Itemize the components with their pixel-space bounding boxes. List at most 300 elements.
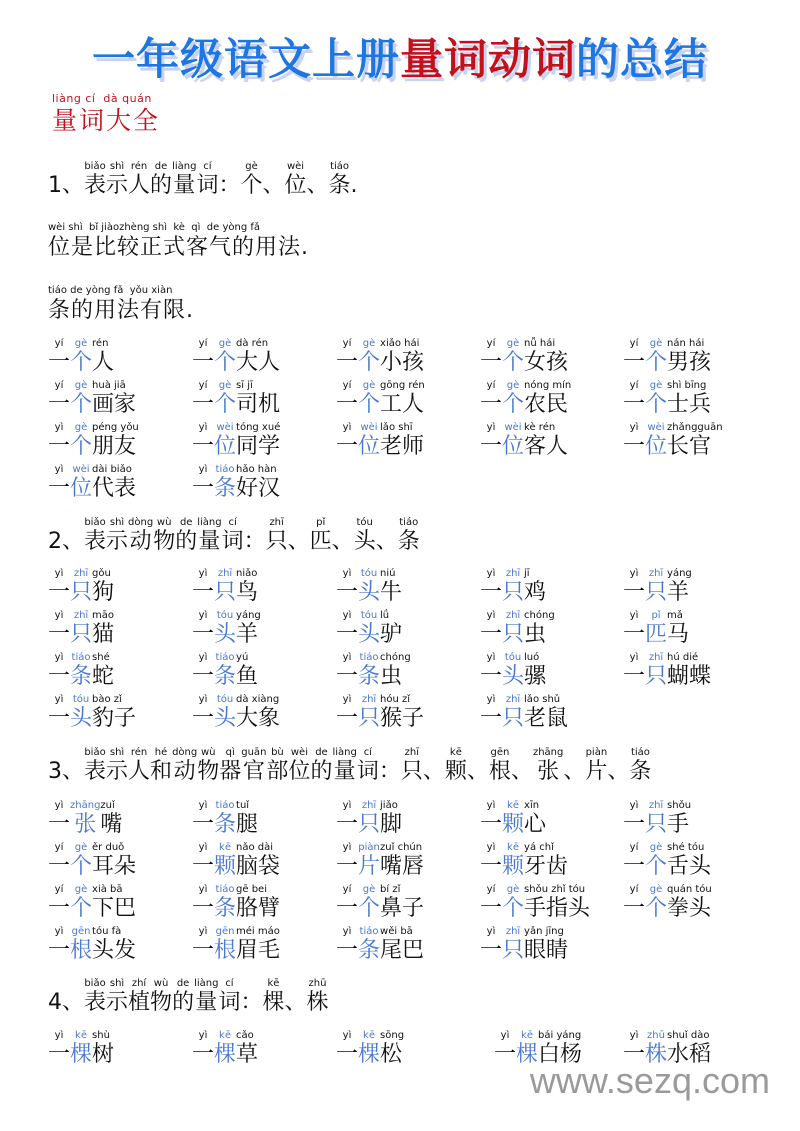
numeral bbox=[336, 925, 358, 964]
heading-char bbox=[128, 160, 150, 199]
heading-char bbox=[511, 746, 533, 785]
measure-word bbox=[70, 651, 92, 690]
measure-word-example bbox=[336, 337, 424, 376]
measure-word-hanzi: 张 bbox=[74, 812, 97, 837]
numeral-pinyin: yì bbox=[54, 652, 64, 663]
example-row bbox=[48, 651, 788, 691]
numeral-hanzi: 一 bbox=[336, 350, 359, 375]
numeral-hanzi: 一 bbox=[48, 664, 71, 689]
numeral bbox=[192, 693, 214, 732]
heading-char-pinyin: de bbox=[315, 747, 328, 758]
measure-word-hanzi: 个 bbox=[214, 392, 237, 417]
noun-hanzi: 同学 bbox=[236, 434, 281, 459]
heading-char-pinyin bbox=[228, 160, 231, 173]
numeral-hanzi: 一 bbox=[48, 812, 71, 837]
numeral-hanzi: 一 bbox=[623, 896, 646, 921]
heading-char bbox=[467, 746, 489, 785]
noun bbox=[380, 883, 424, 922]
measure-word-example bbox=[48, 925, 136, 964]
noun bbox=[380, 379, 425, 418]
measure-word-example bbox=[480, 651, 546, 690]
numeral bbox=[623, 841, 645, 880]
numeral bbox=[192, 651, 214, 690]
noun bbox=[236, 925, 280, 964]
noun-hanzi: 猴子 bbox=[380, 706, 425, 731]
heading-char-pinyin bbox=[341, 516, 344, 529]
numeral-pinyin: yì bbox=[198, 464, 208, 475]
measure-word-pinyin: zhī bbox=[505, 568, 521, 579]
measure-word-example bbox=[48, 379, 136, 418]
numeral-pinyin: yì bbox=[629, 1030, 639, 1041]
noun bbox=[667, 799, 691, 838]
noun-pinyin: nán hái bbox=[667, 338, 705, 349]
noun bbox=[380, 651, 411, 690]
noun-hanzi: 心 bbox=[524, 812, 547, 837]
noun-hanzi: 羊 bbox=[236, 622, 259, 647]
measure-word-hanzi: 个 bbox=[502, 350, 525, 375]
heading-char-hanzi: 、 bbox=[331, 529, 354, 554]
measure-word bbox=[70, 925, 92, 964]
watermark: www.sezq.com bbox=[529, 1060, 770, 1101]
heading-char-pinyin: zhí bbox=[131, 978, 147, 989]
noun-hanzi: 虫 bbox=[524, 622, 547, 647]
measure-word bbox=[502, 337, 524, 376]
measure-word-pinyin: gè bbox=[74, 338, 88, 349]
section-3-heading bbox=[48, 746, 651, 785]
noun-hanzi: 鸡 bbox=[524, 580, 547, 605]
heading-char bbox=[106, 746, 128, 785]
noun-pinyin: zuǐ chún bbox=[380, 842, 423, 853]
heading-char-pinyin: wèi bbox=[290, 747, 308, 758]
measure-word-hanzi: 个 bbox=[502, 392, 525, 417]
example-row bbox=[48, 463, 788, 503]
heading-char bbox=[307, 977, 329, 1016]
numeral bbox=[480, 799, 502, 838]
measure-word bbox=[645, 567, 667, 606]
numeral-hanzi: 一 bbox=[623, 434, 646, 459]
noun bbox=[92, 693, 136, 732]
noun bbox=[92, 883, 136, 922]
numeral-pinyin: yì bbox=[342, 694, 352, 705]
measure-word-hanzi: 株 bbox=[645, 1042, 668, 1067]
measure-word bbox=[70, 841, 92, 880]
heading-char-pinyin: piàn bbox=[585, 747, 608, 758]
numeral-pinyin: yì bbox=[342, 422, 352, 433]
noun-hanzi: 长官 bbox=[667, 434, 712, 459]
measure-word-example bbox=[192, 421, 280, 460]
measure-word-pinyin: zhū bbox=[647, 1030, 665, 1041]
measure-word-hanzi: 棵 bbox=[214, 1042, 237, 1067]
measure-word-pinyin: tiáo bbox=[71, 652, 91, 663]
noun bbox=[92, 841, 136, 880]
numeral-pinyin: yí bbox=[629, 884, 639, 895]
measure-word-hanzi: 头 bbox=[214, 706, 237, 731]
example-row bbox=[48, 841, 788, 881]
heading-char bbox=[128, 977, 150, 1016]
measure-word-hanzi: 只 bbox=[214, 580, 237, 605]
measure-word-pinyin: pǐ bbox=[651, 610, 661, 621]
numeral-pinyin: yì bbox=[54, 568, 64, 579]
numeral bbox=[192, 883, 214, 922]
noun bbox=[236, 463, 280, 502]
measure-word-pinyin: tóu bbox=[504, 652, 522, 663]
numeral-pinyin: yì bbox=[198, 652, 208, 663]
measure-word-hanzi: 条 bbox=[358, 664, 381, 689]
heading-char bbox=[172, 977, 194, 1016]
measure-word-example bbox=[336, 651, 411, 690]
example-row bbox=[48, 693, 788, 733]
heading-char-pinyin bbox=[250, 977, 253, 990]
measure-word-example bbox=[336, 799, 402, 838]
heading-char-pinyin bbox=[520, 746, 523, 759]
heading-char-hanzi: 、 bbox=[284, 990, 307, 1015]
measure-word-pinyin: wèi bbox=[360, 422, 378, 433]
numeral-pinyin: yì bbox=[54, 926, 64, 937]
heading-char-pinyin: shì bbox=[109, 978, 125, 989]
measure-word-hanzi: 条 bbox=[214, 812, 237, 837]
heading-char bbox=[285, 977, 307, 1016]
heading-char bbox=[563, 746, 585, 785]
heading-char-hanzi: 示 bbox=[106, 759, 129, 784]
measure-word-hanzi: 个 bbox=[645, 854, 668, 879]
numeral bbox=[623, 379, 645, 418]
measure-word-example bbox=[192, 337, 280, 376]
heading-char-pinyin: kē bbox=[267, 978, 280, 989]
heading-char bbox=[607, 746, 629, 785]
measure-word-hanzi: 位 bbox=[70, 476, 93, 501]
heading-char-pinyin: wù bbox=[200, 747, 216, 758]
noun-hanzi: 耳朵 bbox=[92, 854, 137, 879]
noun-pinyin: mǎ bbox=[667, 610, 683, 621]
numeral-hanzi: 一 bbox=[336, 812, 359, 837]
numeral-hanzi: 一 bbox=[336, 434, 359, 459]
noun-hanzi: 手指头 bbox=[524, 896, 591, 921]
measure-word bbox=[70, 337, 92, 376]
heading-char-pinyin: liàng bbox=[194, 978, 219, 989]
noun-pinyin: shì bīng bbox=[667, 380, 707, 391]
measure-word-hanzi: 只 bbox=[70, 622, 93, 647]
measure-word-pinyin: gè bbox=[362, 338, 376, 349]
heading-char bbox=[84, 516, 106, 555]
numeral bbox=[336, 841, 358, 880]
measure-word-example bbox=[192, 841, 280, 880]
heading-char-hanzi: 条 bbox=[328, 173, 351, 198]
noun-pinyin: huà jiā bbox=[92, 380, 126, 391]
measure-word-pinyin: tiáo bbox=[359, 652, 379, 663]
heading-char bbox=[332, 516, 354, 555]
noun-hanzi: 嘴 bbox=[100, 812, 123, 837]
measure-word bbox=[70, 799, 100, 838]
numeral bbox=[480, 379, 502, 418]
noun-hanzi: 虫 bbox=[380, 664, 403, 689]
heading-char bbox=[106, 977, 128, 1016]
heading-char-hanzi: 、 bbox=[375, 529, 398, 554]
heading-char-hanzi: 和 bbox=[150, 759, 173, 784]
numeral-pinyin: yì bbox=[486, 694, 496, 705]
measure-word-pinyin: tóu bbox=[360, 610, 378, 621]
heading-char bbox=[354, 516, 376, 555]
numeral-pinyin: yí bbox=[198, 338, 208, 349]
measure-word-hanzi: 棵 bbox=[516, 1042, 539, 1067]
measure-word-pinyin: gè bbox=[74, 422, 88, 433]
numeral-hanzi: 一 bbox=[192, 896, 215, 921]
measure-word-hanzi: 个 bbox=[214, 350, 237, 375]
noun-hanzi: 司机 bbox=[236, 392, 281, 417]
numeral bbox=[192, 379, 214, 418]
noun-pinyin: shǒu zhǐ tóu bbox=[524, 884, 586, 895]
numeral-pinyin: yì bbox=[342, 1030, 352, 1041]
heading-char-hanzi: ： bbox=[378, 759, 401, 784]
noun-hanzi: 鼻子 bbox=[380, 896, 425, 921]
numeral-pinyin: yì bbox=[486, 568, 496, 579]
measure-word-example bbox=[192, 693, 280, 732]
heading-char bbox=[194, 977, 218, 1016]
measure-word-pinyin: gè bbox=[649, 842, 663, 853]
numeral bbox=[48, 693, 70, 732]
noun-pinyin: yá chǐ bbox=[524, 842, 554, 853]
measure-word-hanzi: 根 bbox=[214, 938, 237, 963]
heading-char-pinyin: gēn bbox=[490, 747, 510, 758]
noun-hanzi: 老师 bbox=[380, 434, 425, 459]
measure-word bbox=[358, 421, 380, 460]
numeral bbox=[192, 1029, 214, 1068]
measure-word-hanzi: 个 bbox=[70, 896, 93, 921]
noun-pinyin: yáng bbox=[236, 610, 261, 621]
heading-char-hanzi: 表 bbox=[84, 529, 107, 554]
heading-char-pinyin bbox=[617, 746, 620, 759]
measure-word-example bbox=[48, 1029, 114, 1068]
numeral-pinyin: yí bbox=[342, 884, 352, 895]
heading-char-pinyin: biǎo bbox=[84, 978, 106, 989]
measure-word-example bbox=[480, 799, 546, 838]
heading-char bbox=[240, 160, 262, 199]
heading-char-pinyin: zhī bbox=[269, 517, 284, 528]
heading-char-pinyin: zhū bbox=[308, 978, 327, 989]
measure-word-example bbox=[336, 567, 402, 606]
heading-char-pinyin: biǎo bbox=[84, 747, 106, 758]
heading-char-pinyin bbox=[253, 516, 256, 529]
heading-char-hanzi: 颗 bbox=[444, 759, 467, 784]
measure-word-hanzi: 位 bbox=[358, 434, 381, 459]
measure-word bbox=[70, 421, 92, 460]
noun bbox=[524, 883, 590, 922]
heading-char-pinyin: kē bbox=[449, 747, 462, 758]
note-pinyin: tiáo de yòng fǎ yǒu xiàn bbox=[48, 285, 173, 296]
numeral-hanzi: 一 bbox=[192, 1042, 215, 1067]
numeral bbox=[494, 1029, 516, 1068]
measure-word-example bbox=[192, 567, 258, 606]
numeral-pinyin: yì bbox=[198, 422, 208, 433]
noun bbox=[92, 379, 136, 418]
measure-word-pinyin: tiáo bbox=[215, 800, 235, 811]
noun bbox=[92, 925, 136, 964]
measure-word-example bbox=[48, 421, 139, 460]
noun-pinyin: tóng xué bbox=[236, 422, 281, 433]
numeral-hanzi: 一 bbox=[623, 854, 646, 879]
noun-hanzi: 水稻 bbox=[667, 1042, 712, 1067]
heading-char bbox=[106, 516, 128, 555]
measure-word bbox=[502, 799, 524, 838]
numeral-hanzi: 一 bbox=[192, 476, 215, 501]
heading-char bbox=[153, 516, 175, 555]
heading-char-hanzi: 词 bbox=[196, 173, 219, 198]
numeral-hanzi: 一 bbox=[48, 1042, 71, 1067]
measure-word bbox=[214, 463, 236, 502]
noun-hanzi: 狗 bbox=[92, 580, 115, 605]
noun-hanzi: 下巴 bbox=[92, 896, 137, 921]
measure-word-example bbox=[48, 337, 114, 376]
measure-word-pinyin: tiáo bbox=[215, 464, 235, 475]
numeral bbox=[48, 567, 70, 606]
measure-word bbox=[214, 883, 236, 922]
heading-char-pinyin bbox=[64, 746, 67, 759]
numeral bbox=[623, 421, 645, 460]
noun-pinyin: gǒu bbox=[92, 568, 111, 579]
noun-hanzi: 画家 bbox=[92, 392, 137, 417]
measure-word bbox=[645, 799, 667, 838]
noun-pinyin: quán tóu bbox=[667, 884, 712, 895]
heading-char-pinyin bbox=[316, 160, 319, 173]
numeral bbox=[480, 421, 502, 460]
heading-char-hanzi: 量 bbox=[198, 529, 221, 554]
numeral-hanzi: 一 bbox=[336, 622, 359, 647]
heading-char-hanzi: 人 bbox=[128, 173, 151, 198]
heading-char bbox=[84, 160, 106, 199]
heading-char-hanzi: 量 bbox=[173, 173, 196, 198]
measure-word-hanzi: 条 bbox=[358, 938, 381, 963]
numeral-hanzi: 一 bbox=[48, 580, 71, 605]
measure-word-example bbox=[336, 421, 424, 460]
noun-hanzi: 士兵 bbox=[667, 392, 712, 417]
numeral bbox=[192, 799, 214, 838]
heading-char-hanzi: 植 bbox=[128, 990, 151, 1015]
measure-word-hanzi: 只 bbox=[502, 580, 525, 605]
example-row bbox=[48, 799, 788, 839]
numeral-hanzi: 一 bbox=[336, 1042, 359, 1067]
numeral-pinyin: yì bbox=[486, 610, 496, 621]
heading-char-hanzi: 词 bbox=[221, 529, 244, 554]
noun-pinyin: zhǎngguān bbox=[667, 422, 723, 433]
measure-word-pinyin: tóu bbox=[216, 694, 234, 705]
heading-char-hanzi: 词 bbox=[218, 990, 241, 1015]
heading-char bbox=[222, 516, 244, 555]
measure-word-pinyin: zhī bbox=[73, 568, 89, 579]
noun bbox=[667, 883, 712, 922]
measure-word-example bbox=[48, 883, 136, 922]
heading-char-hanzi: 、 bbox=[262, 173, 285, 198]
noun-hanzi: 朋友 bbox=[92, 434, 137, 459]
numeral-pinyin: yí bbox=[629, 842, 639, 853]
numeral-hanzi: 一 bbox=[480, 664, 503, 689]
measure-word-example bbox=[480, 609, 555, 648]
numeral-pinyin: yì bbox=[54, 422, 64, 433]
heading-char-pinyin bbox=[573, 746, 576, 759]
noun-hanzi: 猫 bbox=[92, 622, 115, 647]
numeral-hanzi: 一 bbox=[336, 938, 359, 963]
noun bbox=[667, 337, 711, 376]
noun bbox=[380, 337, 424, 376]
measure-word bbox=[214, 925, 236, 964]
measure-word bbox=[645, 609, 667, 648]
measure-word bbox=[502, 567, 524, 606]
numeral-pinyin: yì bbox=[629, 800, 639, 811]
noun-hanzi: 松 bbox=[380, 1042, 403, 1067]
heading-char bbox=[398, 516, 420, 555]
measure-word-example bbox=[480, 337, 568, 376]
noun bbox=[667, 421, 723, 460]
numeral-hanzi: 一 bbox=[336, 896, 359, 921]
measure-word-pinyin: zhī bbox=[505, 926, 521, 937]
noun-pinyin: shù bbox=[92, 1030, 110, 1041]
heading-char bbox=[197, 746, 219, 785]
numeral bbox=[192, 609, 214, 648]
measure-word-hanzi: 只 bbox=[502, 938, 525, 963]
measure-word-pinyin: gēn bbox=[71, 926, 91, 937]
measure-word bbox=[214, 379, 236, 418]
measure-word-hanzi: 头 bbox=[358, 580, 381, 605]
measure-word-pinyin: gè bbox=[74, 884, 88, 895]
noun bbox=[380, 693, 424, 732]
measure-word-pinyin: kē bbox=[219, 1030, 231, 1041]
heading-char bbox=[329, 160, 351, 199]
noun-pinyin: sī jī bbox=[236, 380, 253, 391]
measure-word-example bbox=[480, 567, 546, 606]
numeral-pinyin: yì bbox=[342, 800, 352, 811]
heading-char bbox=[310, 516, 332, 555]
measure-word-example bbox=[48, 799, 122, 838]
noun-pinyin: gē bei bbox=[236, 884, 267, 895]
heading-char-pinyin: zhī bbox=[404, 747, 420, 758]
measure-word-example bbox=[623, 799, 691, 838]
measure-word-hanzi: 个 bbox=[70, 434, 93, 459]
heading-char-hanzi: 1、 bbox=[48, 173, 84, 198]
noun-pinyin: tóu fà bbox=[92, 926, 122, 937]
numeral-hanzi: 一 bbox=[336, 392, 359, 417]
measure-word bbox=[502, 693, 524, 732]
measure-word-pinyin: gè bbox=[649, 380, 663, 391]
numeral bbox=[48, 841, 70, 880]
noun-pinyin: dà rén bbox=[236, 338, 269, 349]
heading-char-pinyin bbox=[388, 746, 391, 759]
noun-pinyin: hóu zǐ bbox=[380, 694, 411, 705]
measure-word bbox=[214, 651, 236, 690]
heading-char bbox=[262, 160, 284, 199]
noun bbox=[236, 567, 258, 606]
measure-word-hanzi: 条 bbox=[214, 896, 237, 921]
heading-char bbox=[585, 746, 607, 785]
noun-hanzi: 胳臂 bbox=[236, 896, 281, 921]
measure-word-hanzi: 头 bbox=[214, 622, 237, 647]
measure-word-hanzi: 个 bbox=[358, 392, 381, 417]
heading-char-pinyin bbox=[64, 516, 67, 529]
measure-word-example bbox=[336, 1029, 404, 1068]
numeral bbox=[336, 421, 358, 460]
noun-hanzi: 头发 bbox=[92, 938, 137, 963]
measure-word-pinyin: gè bbox=[362, 884, 376, 895]
measure-word-example bbox=[336, 925, 424, 964]
heading-char-hanzi: 、 bbox=[422, 759, 445, 784]
example-row bbox=[48, 421, 788, 461]
numeral-pinyin: yì bbox=[54, 610, 64, 621]
heading-char bbox=[48, 746, 84, 785]
heading-char bbox=[84, 746, 106, 785]
heading-char bbox=[172, 746, 197, 785]
noun-pinyin: shé tóu bbox=[667, 842, 705, 853]
noun-hanzi: 客人 bbox=[524, 434, 569, 459]
noun bbox=[380, 925, 424, 964]
measure-word bbox=[358, 693, 380, 732]
noun-hanzi: 豹子 bbox=[92, 706, 137, 731]
